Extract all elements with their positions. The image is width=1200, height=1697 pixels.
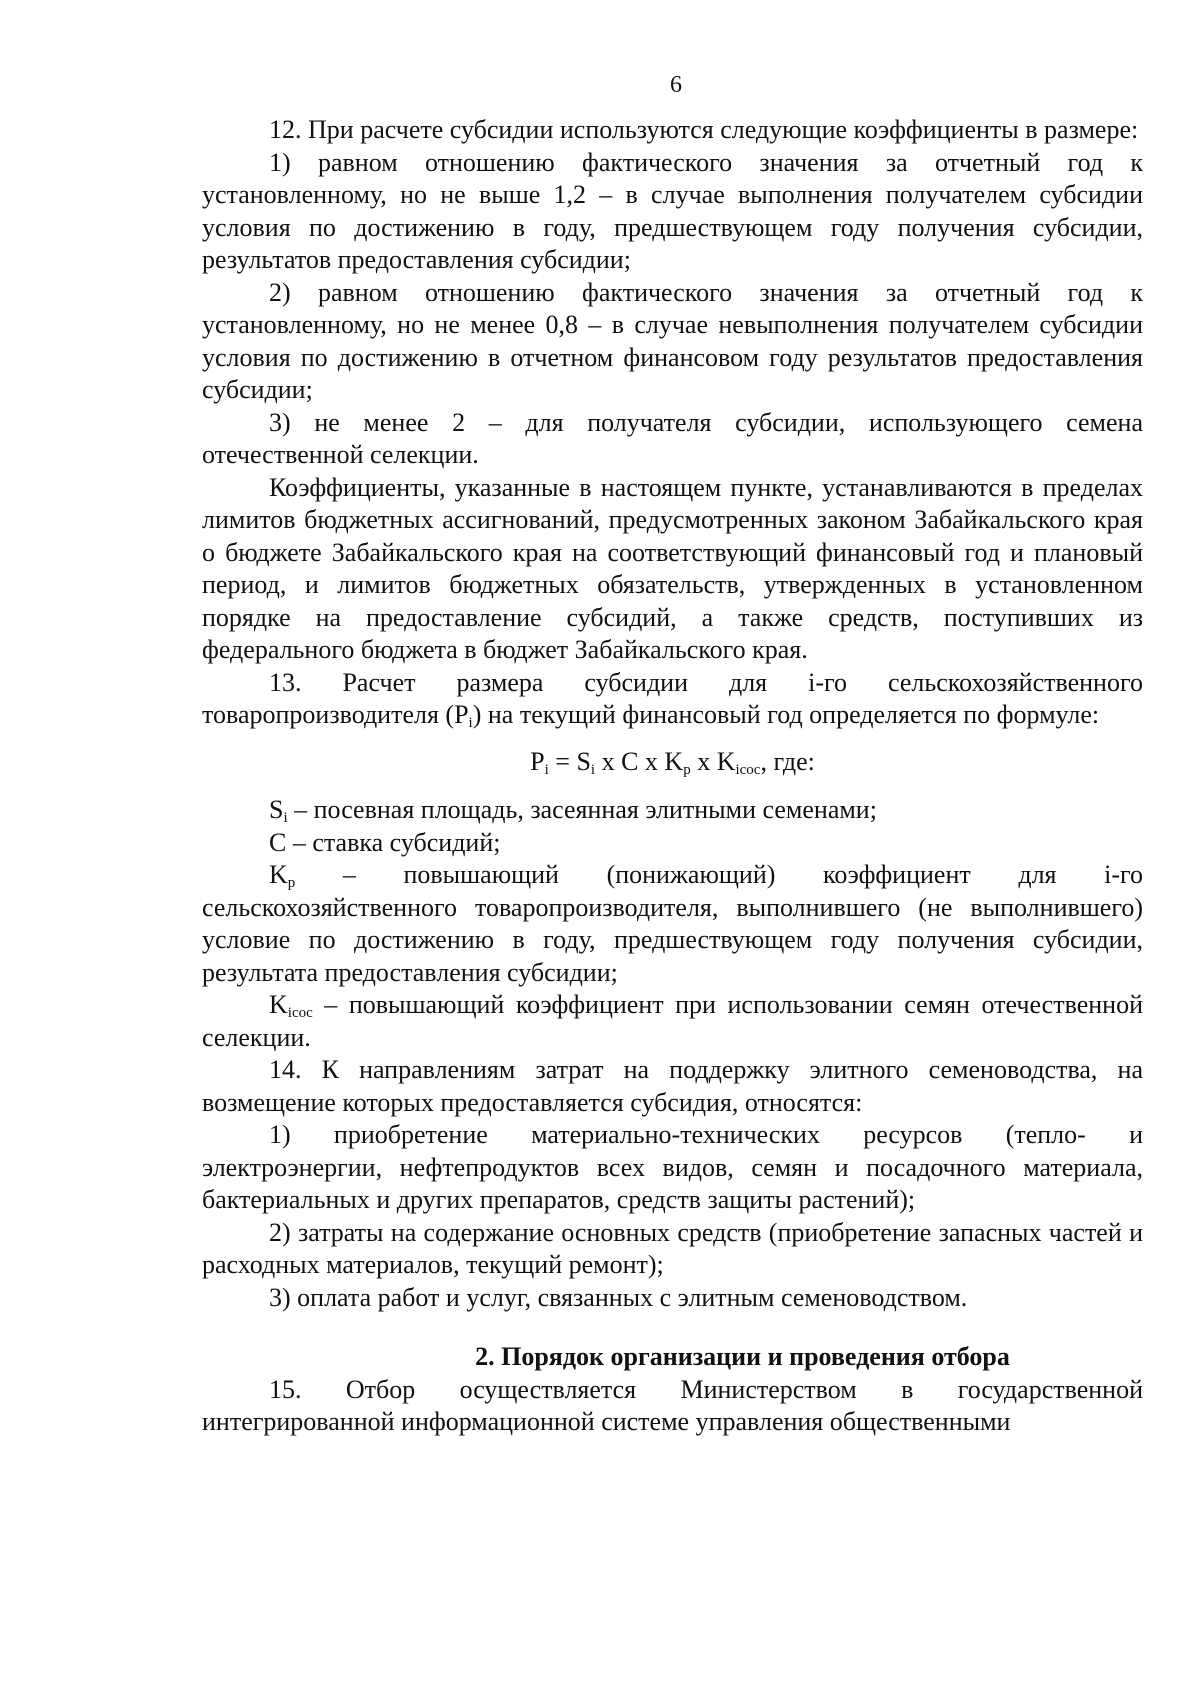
formula-tail: , где: [760,746,815,776]
formula-mid-2: x K [690,746,736,776]
formula-s-subscript: i [590,761,596,778]
paragraph-13-subscript: i [468,715,473,731]
paragraph-12-item-1: 1) равном отношению фактического значения за отчетный год к установленному, но не выше 1,2 – в случае выполнения получателем субсидии условия по достижению в году, предшествующем году получения субсидии, результатов предоставления субсидии; [202,147,1143,274]
definition-kp-subscript: p [287,875,296,891]
paragraph-14: 14. К направлениям затрат на поддержку элитного семеноводства, на возмещение которых предоставляется субсидия, относятся: [202,1055,1143,1117]
page-body [202,114,1143,1439]
paragraph-12-item-3: 3) не менее 2 – для получателя субсидии, использующего семена отечественной селекции. [202,407,1143,469]
paragraph-14-item-3: 3) оплата работ и услуг, связанных с элитным семеноводством. [269,1282,968,1312]
definition-kp-symbol: K [269,860,288,889]
formula-p-subscript: i [544,761,549,778]
formula-kicoc-subscript: icoc [735,761,761,778]
definition-s-symbol: S [269,795,284,824]
paragraph-12-coefficients-note: Коэффициенты, указанные в настоящем пункте, устанавливаются в пределах лимитов бюджетных ассигнований, предусмотренных законом Забайкальского края о бюджете Забайкальского края на соответствующий финансовый год и плановый период, и лимитов бюджетных обязательств, утвержденных в установленном порядке на предоставление субсидий, а также средств, поступивших из федерального бюджета в бюджет Забайкальского края. [202,472,1143,664]
paragraph-15: 15. Отбор осуществляется Министерством в государственной интегрированной информационной системе управления общественными [202,1374,1143,1436]
definition-c: C – ставка субсидий; [269,827,501,857]
definition-s-text: – посевная площадь, засеянная элитными семенами; [287,795,877,824]
paragraph-12: 12. При расчете субсидии используются следующие коэффициенты в размере: [269,115,1139,144]
formula-p: P [530,746,545,776]
definition-s-subscript: i [283,810,288,826]
paragraph-13-text-start: 13. Расчет размера субсидии для i-го сельскохозяйственного товаропроизводителя (P [202,667,1143,729]
section-heading: 2. Порядок организации и проведения отбора [475,1342,1010,1371]
paragraph-14-item-1: 1) приобретение материально-технических ресурсов (тепло- и электроэнергии, нефтепродуктов всех видов, семян и посадочного материала, бактериальных и других препаратов, средств защиты растений); [202,1120,1143,1214]
definition-kicoc-text: – повышающий коэффициент при использовании семян отечественной селекции. [202,990,1143,1052]
formula-eq: = S [548,746,591,776]
definition-kp-text: – повышающий (понижающий) коэффициент для i-го сельскохозяйственного товаропроизводителя, выполнившего (не выполнившего) условие по достижению в году, предшествующем году получения субсидии, результата предоставления субсидии; [202,860,1143,987]
paragraph-12-item-2: 2) равном отношению фактического значения за отчетный год к установленному, но не менее 0,8 – в случае невыполнения получателем субсидии условия по достижению в отчетном финансовом году результатов предоставления субсидии; [202,277,1143,404]
section-gap [202,1314,1143,1327]
formula-kp-subscript: p [683,761,691,778]
page-number: 6 [670,72,682,98]
definition-kp [202,859,1143,989]
paragraph-14-item-2: 2) затраты на содержание основных средств (приобретение запасных частей и расходных материалов, текущий ремонт); [202,1217,1143,1279]
definition-kicoc [202,989,1143,1054]
formula-mid-1: x C x K [595,746,684,776]
definition-kicoc-symbol: K [269,990,288,1019]
paragraph-13-text-end: ) на текущий финансовый год определяется по формуле: [472,700,1100,729]
subsidy-formula [202,746,1143,779]
paragraph-13 [202,667,1143,732]
definition-kicoc-subscript: icoc [287,1005,313,1021]
definition-s [202,794,1143,827]
